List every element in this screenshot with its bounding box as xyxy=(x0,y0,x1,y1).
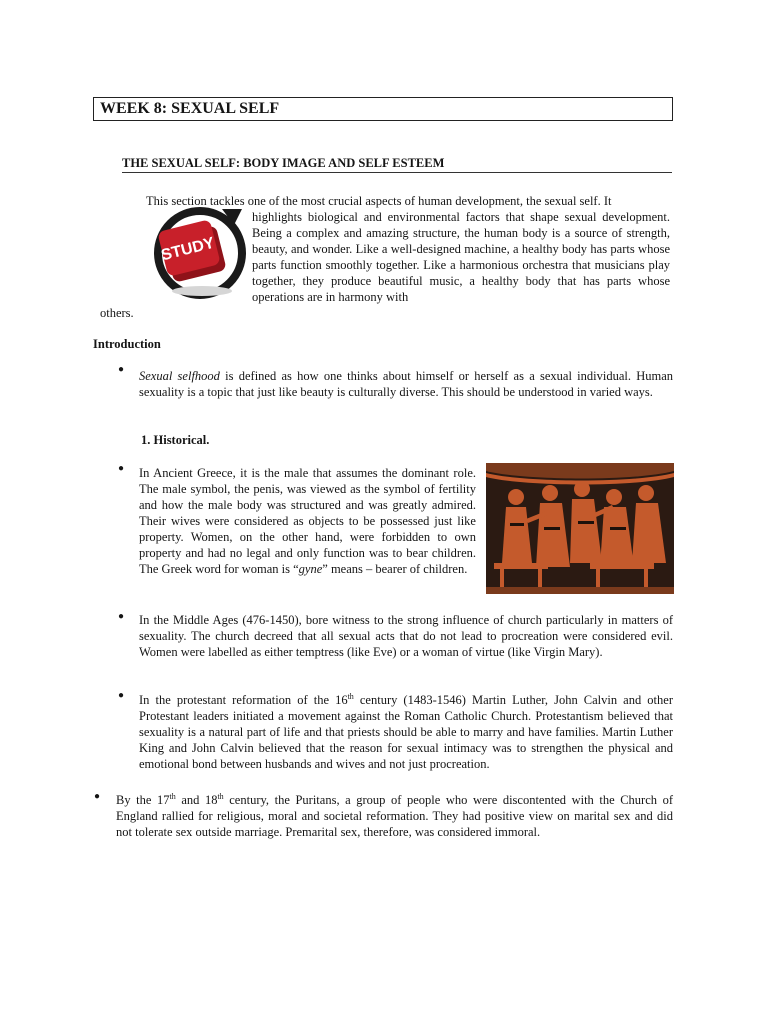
ordinal-suffix: th xyxy=(347,691,354,701)
section-title: THE SEXUAL SELF: BODY IMAGE AND SELF ESTEEM xyxy=(122,155,672,173)
sexual-selfhood-term: Sexual selfhood xyxy=(139,369,220,383)
ordinal-suffix: th xyxy=(217,791,224,801)
bullet-middle-ages: In the Middle Ages (476-1450), bore witness to the strong influence of church particularly in matters of sexuality. The church decreed that all sexual acts that do not lead to procreation were considered evil. Women were labelled as either temptress (like Eve) or a woman of virtue (like Virgin Mary). xyxy=(139,613,673,659)
bullet-glyph: ● xyxy=(118,364,125,375)
bullet-sexual-selfhood xyxy=(139,368,673,400)
bullet-puritans xyxy=(116,792,673,840)
intro-paragraph: highlights biological and environmental factors that shape sexual development. Being a complex and amazing structure, the human body is a source of strength, beauty, and wonder. Like a well-designed machine, a healthy body has parts whose parts function smoothly together. Like a harmonious orchestra that musicians play together, they produce beautiful music, a healthy body that has parts whose operations are in harmony with xyxy=(252,210,670,304)
intro-paragraph-end: others. xyxy=(100,306,134,320)
study-icon xyxy=(142,205,246,301)
introduction-heading: Introduction xyxy=(93,337,161,351)
puritans-text-end: century, the Puritans, a group of people who were discontented with the Church of England rallied for religious, moral and societal reformation. They had positive view on marital sex and did not tolerate sex outside marriage. Premarital sex, therefore, was considered immoral. xyxy=(116,793,673,839)
reformation-text: In the protestant reformation of the 16 xyxy=(139,693,348,707)
reformation-text-end: century (1483-1546) Martin Luther, John Calvin and other Protestant leaders initiated a movement against the Roman Catholic Church. Protestantism believed that sexuality is a natural part of life and that priests should be able to marry and have families. Martin Luther King and John Calvin believed that the reason for sexual intimacy was to strengthen the physical and emotional bond between husbands and wives and not just procreation. xyxy=(139,693,673,771)
ancient-greece-text: In Ancient Greece, it is the male that assumes the dominant role. The male symbol, the penis, was viewed as the symbol of fertility and how the male body was structured and was greatly admired. Their wives were considered as objects to be possessed just like property. Women, on the other hand, were forbidden to own property and had no legal and only function was to bear children. The Greek word for woman is “ xyxy=(139,466,476,576)
gyne-term: gyne xyxy=(298,562,323,576)
greek-vase-image xyxy=(486,463,674,594)
ordinal-suffix: th xyxy=(169,791,176,801)
puritans-text: By the 17 xyxy=(116,793,170,807)
bullet-glyph: ● xyxy=(118,690,125,701)
ancient-greece-text-end: ” means – bearer of children. xyxy=(322,562,468,576)
sexual-selfhood-text: is defined as how one thinks about himself or herself as a sexual individual. Human sexuality is a topic that just like beauty is culturally diverse. This should be understood in varied ways. xyxy=(139,369,673,399)
puritans-text: and 18 xyxy=(175,793,218,807)
week-heading: WEEK 8: SEXUAL SELF xyxy=(93,97,673,121)
bullet-protestant-reformation xyxy=(139,692,673,772)
study-icon-label: STUDY xyxy=(159,234,217,265)
bullet-glyph: ● xyxy=(94,791,101,802)
intro-first-line: This section tackles one of the most crucial aspects of human development, the sexual self. It xyxy=(146,194,612,208)
bullet-glyph: ● xyxy=(118,463,125,474)
bullet-glyph: ● xyxy=(118,611,125,622)
numbered-item-historical: 1. Historical. xyxy=(141,433,210,447)
bullet-ancient-greece xyxy=(139,465,476,577)
